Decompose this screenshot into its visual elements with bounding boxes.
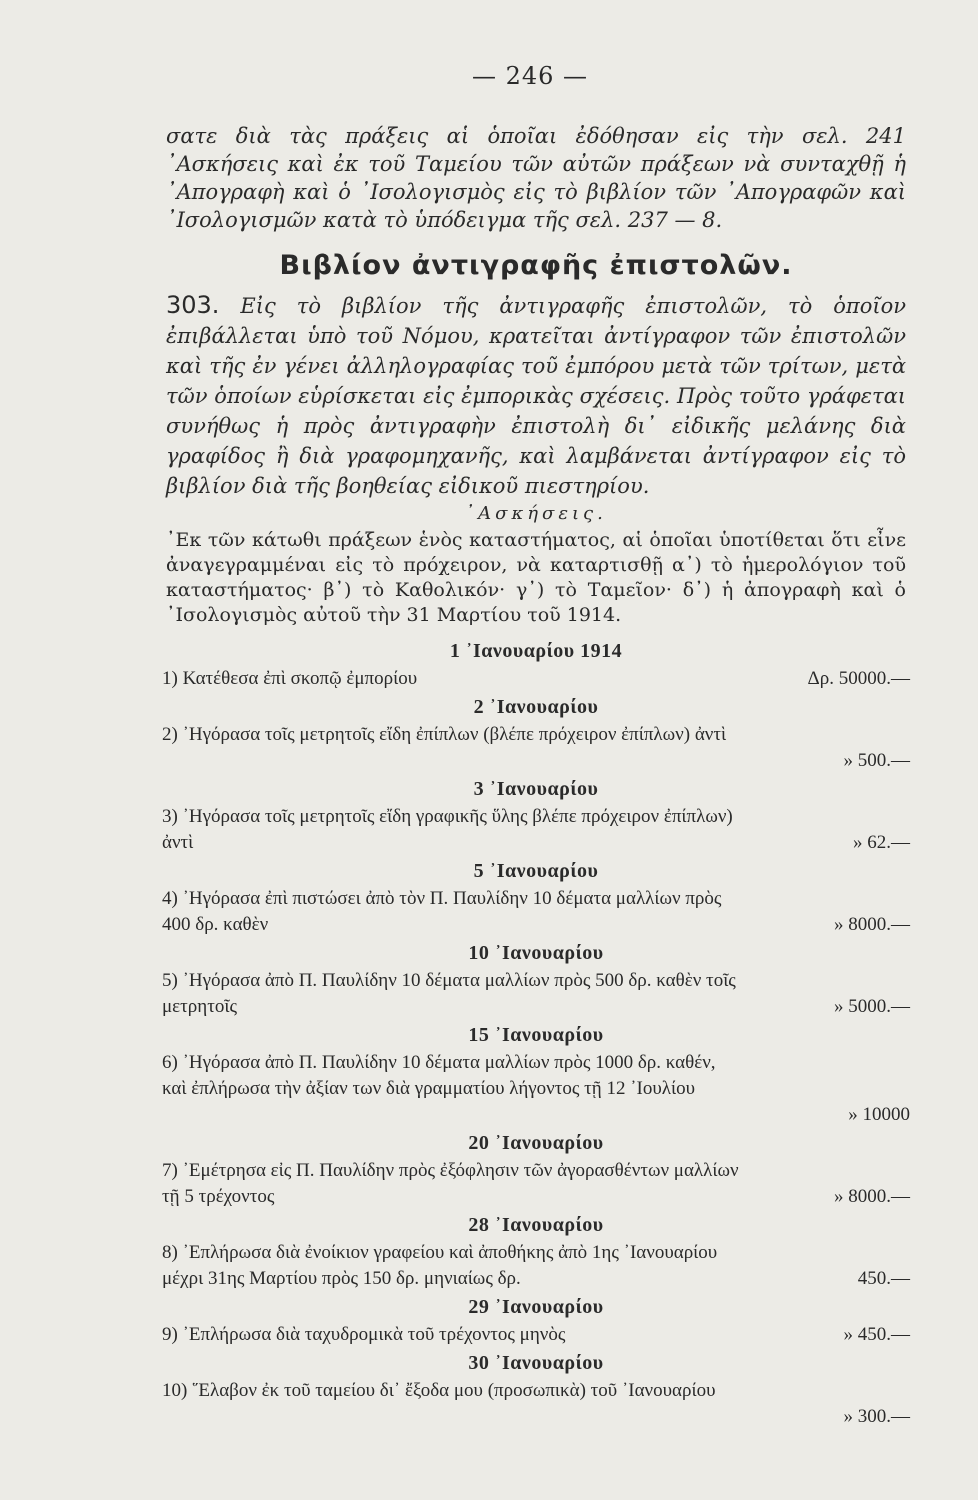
entry-amount: » 10000 <box>848 1104 910 1125</box>
entry-date: 10 ᾿Ιανουαρίου <box>468 942 604 964</box>
journal-entry <box>162 968 910 1020</box>
entry-number: 7) <box>162 1160 178 1181</box>
entry-amount: » 8000.— <box>834 914 910 935</box>
intro-paragraph: σατε διὰ τὰς πράξεις αἱ ὁποῖαι ἐδόθησαν εἰς τὴν σελ. 241 ᾿Ασκήσεις καὶ ἐκ τοῦ Ταμείου τῶν αὐτῶν πράξεων νὰ συνταχθῇ ἡ ᾿Απογραφὴ καὶ ὁ ᾿Ισολογισμὸς εἰς τὸ βιβλίον τῶν ᾿Απογραφῶν καὶ ᾿Ισολογισμῶν κατὰ τὸ ὑπόδειγμα τῆς σελ. 237 — 8. <box>166 124 906 232</box>
entry-date: 3 ᾿Ιανουαρίου <box>473 778 599 800</box>
entry-text: ᾿Επλήρωσα διὰ ταχυδρομικὰ τοῦ τρέχοντος μηνὸς <box>182 1324 566 1345</box>
entry-text: ᾿Ηγόρασα τοῖς μετρητοῖς εἴδη γραφικῆς ὕλης βλέπε πρόχειρον ἐπίπλων) ἀντὶ <box>162 806 733 853</box>
journal-entry <box>162 804 910 856</box>
entry-text: ᾿Ηγόρασα ἐπὶ πιστώσει ἀπὸ τὸν Π. Παυλίδην 10 δέματα μαλλίων πρὸς 400 δρ. καθὲν <box>162 888 722 935</box>
entry-amount: 450.— <box>857 1268 910 1289</box>
entry-date: 15 ᾿Ιανουαρίου <box>468 1024 604 1046</box>
journal-entries <box>162 636 910 1430</box>
entry-number: 4) <box>162 888 178 909</box>
entry-date: 29 ᾿Ιανουαρίου <box>468 1296 604 1318</box>
entry-text: ῞Ελαβον ἐκ τοῦ ταμείου δι᾿ ἔξοδα μου (προσωπικὰ) τοῦ ᾿Ιανουαρίου <box>192 1380 716 1401</box>
entry-date: 28 ᾿Ιανουαρίου <box>468 1214 604 1236</box>
entry-amount: » 8000.— <box>834 1186 910 1207</box>
entry-number: 1) <box>162 668 178 689</box>
page-number: — 246 — <box>471 62 589 90</box>
paragraph-text: Εἰς τὸ βιβλίον τῆς ἀντιγραφῆς ἐπιστολῶν, τὸ ὁποῖον ἐπιβάλλεται ὑπὸ τοῦ Νόμου, κρατεῖται ἀντίγραφον τῶν ἐπιστολῶν καὶ τῆς ἐν γένει ἀλληλογραφίας τοῦ ἐμπόρου μετὰ τῶν τρίτων, μετὰ τῶν ὁποίων εὑρίσκεται εἰς ἐμπορικὰς σχέσεις. Πρὸς τοῦτο γράφεται συνήθως ἡ πρὸς ἀντιγραφὴν ἐπιστολὴ δι᾿ εἰδικῆς μελάνης διὰ γραφίδος ἢ διὰ γραφομηχανῆς, καὶ λαμβάνεται ἀντίγραφον εἰς τὸ βιβλίον διὰ τῆς βοηθείας εἰδικοῦ πιεστηρίου. <box>166 294 906 498</box>
entry-date: 30 ᾿Ιανουαρίου <box>468 1352 604 1374</box>
entry-number: 2) <box>162 724 178 745</box>
paragraph-303 <box>166 290 906 501</box>
entry-text: ᾿Ηγόρασα ἀπὸ Π. Παυλίδην 10 δέματα μαλλίων πρὸς 500 δρ. καθὲν τοῖς μετρητοῖς <box>162 970 736 1017</box>
journal-entry <box>162 1050 910 1128</box>
journal-entry <box>162 666 910 692</box>
exercises-title: ᾿Ασκήσεις. <box>465 503 607 524</box>
entry-number: 10) <box>162 1380 188 1401</box>
section-title: Βιβλίον ἀντιγραφῆς ἐπιστολῶν. <box>279 250 793 281</box>
entry-number: 8) <box>162 1242 178 1263</box>
entry-number: 6) <box>162 1052 178 1073</box>
entry-text: ᾿Ηγόρασα τοῖς μετρητοῖς εἴδη ἐπίπλων (βλέπε πρόχειρον ἐπίπλων) ἀντὶ <box>182 724 727 745</box>
entry-number: 9) <box>162 1324 178 1345</box>
exercises-text: ᾿Εκ τῶν κάτωθι πράξεων ἑνὸς καταστήματος, αἱ ὁποῖαι ὑποτίθεται ὅτι εἶνε ἀναγεγραμμέναι εἰς τὸ πρόχειρον, νὰ καταρτισθῇ α᾿) τὸ ἡμερολόγιον τοῦ καταστήματος· β᾿) τὸ Καθολικόν· γ᾿) τὸ Ταμεῖον· δ᾿) ἡ ἀπογραφὴ καὶ ὁ ᾿Ισολογισμὸς αὐτοῦ τὴν 31 Μαρτίου τοῦ 1914. <box>166 529 906 626</box>
entry-amount: » 5000.— <box>834 996 910 1017</box>
entry-date: 1 ᾿Ιανουαρίου 1914 <box>449 640 623 662</box>
journal-entry <box>162 1240 910 1292</box>
paragraph-number: 303. <box>166 291 220 319</box>
entry-amount: » 62.— <box>853 832 910 853</box>
entry-text: Κατέθεσα ἐπὶ σκοπῷ ἐμπορίου <box>182 668 418 689</box>
entry-amount: » 300.— <box>843 1406 910 1427</box>
entry-date: 5 ᾿Ιανουαρίου <box>473 860 599 882</box>
entry-text: ᾿Εμέτρησα εἰς Π. Παυλίδην πρὸς ἐξόφλησιν τῶν ἀγορασθέντων μαλλίων τῇ 5 τρέχοντος <box>162 1160 739 1207</box>
entry-number: 3) <box>162 806 178 827</box>
entry-amount: Δρ. 50000.— <box>807 668 910 689</box>
entry-date: 2 ᾿Ιανουαρίου <box>473 696 599 718</box>
entry-date: 20 ᾿Ιανουαρίου <box>468 1132 604 1154</box>
entry-amount: » 450.— <box>843 1324 910 1345</box>
journal-entry <box>162 722 910 774</box>
journal-entry <box>162 886 910 938</box>
journal-entry <box>162 1378 910 1430</box>
entry-text: ᾿Ηγόρασα ἀπὸ Π. Παυλίδην 10 δέματα μαλλίων πρὸς 1000 δρ. καθέν, καὶ ἐπλήρωσα τὴν ἀξίαν των διὰ γραμματίου λήγοντος τῇ 12 ᾿Ιουλίου <box>162 1052 716 1099</box>
journal-entry <box>162 1322 910 1348</box>
journal-entry <box>162 1158 910 1210</box>
entry-number: 5) <box>162 970 178 991</box>
entry-amount: » 500.— <box>843 750 910 771</box>
entry-text: ᾿Επλήρωσα διὰ ἐνοίκιον γραφείου καὶ ἀποθήκης ἀπὸ 1ης ᾿Ιανουαρίου μέχρι 31ης Μαρτίου πρὸς 150 δρ. μηνιαίως δρ. <box>162 1242 718 1289</box>
